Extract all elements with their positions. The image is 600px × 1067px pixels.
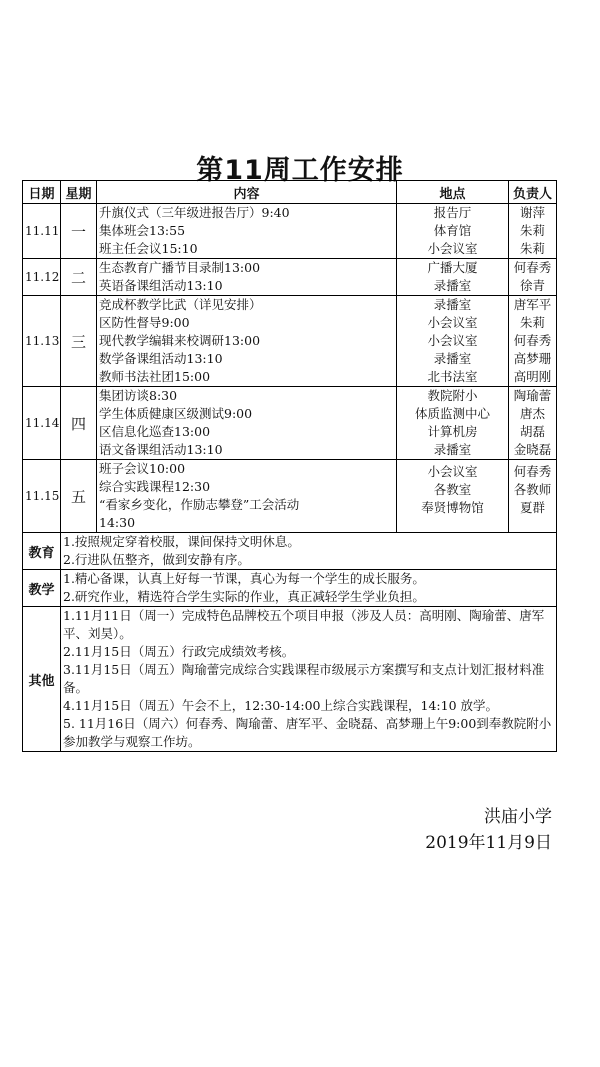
content-line: 现代教学编辑来校调研13:00 — [99, 333, 261, 348]
note-line: 3.11月15日（周五）陶瑜蕾完成综合实践课程市级展示方案撰写和支点计划汇报材料准备。 — [63, 662, 545, 695]
owner-line: 唐军平 — [513, 297, 552, 312]
place-line: 小会议室 — [427, 464, 478, 479]
place-line: 体质监测中心 — [414, 406, 490, 421]
row-owner — [509, 259, 557, 296]
row-date: 11.15 — [23, 460, 61, 533]
place-line: 体育馆 — [433, 223, 472, 238]
header-row — [23, 181, 557, 204]
section-row — [23, 607, 557, 752]
row-content — [97, 387, 397, 460]
section-notes — [61, 533, 557, 570]
row-content — [97, 460, 397, 533]
owner-line: 金晓磊 — [513, 442, 552, 457]
header-place: 地点 — [397, 181, 509, 204]
owner-line: 唐杰 — [519, 406, 545, 421]
note-line: 2.11月15日（周五）行政完成绩效考核。 — [63, 644, 295, 659]
place-line: 小会议室 — [427, 241, 478, 256]
section-category: 教学 — [23, 570, 61, 607]
owner-line: 朱莉 — [519, 223, 545, 238]
content-line: 教师书法社团15:00 — [99, 369, 211, 384]
owner-line: 夏群 — [519, 500, 545, 515]
content-line: 集团访谈8:30 — [99, 388, 178, 403]
owner-line: 何春秀 — [513, 260, 552, 275]
owner-line: 高明刚 — [513, 369, 552, 384]
row-place — [397, 296, 509, 387]
school-name: 洪庙小学 — [484, 807, 552, 827]
place-line: 小会议室 — [427, 315, 478, 330]
note-line: 5. 11月16日（周六）何春秀、陶瑜蕾、唐军平、金晓磊、高梦珊上午9:00到奉教院附小参加教学与观察工作坊。 — [63, 716, 552, 749]
content-line: 综合实践课程12:30 — [99, 479, 211, 494]
content-line: 学生体质健康区级测试9:00 — [99, 406, 253, 421]
place-line: 报告厅 — [433, 205, 472, 220]
row-date: 11.11 — [23, 204, 61, 259]
row-place — [397, 259, 509, 296]
row-place — [397, 204, 509, 259]
section-notes — [61, 570, 557, 607]
section-notes — [61, 607, 557, 752]
content-line: 班主任会议15:10 — [99, 241, 198, 256]
table-row — [23, 296, 557, 387]
place-line: 广播大厦 — [427, 260, 478, 275]
row-date: 11.14 — [23, 387, 61, 460]
place-line: 北书法室 — [427, 369, 478, 384]
row-content — [97, 259, 397, 296]
row-weekday: 三 — [61, 296, 97, 387]
place-line: 奉贤博物馆 — [421, 500, 484, 515]
content-line: 区防性督导9:00 — [99, 315, 190, 330]
row-date: 11.13 — [23, 296, 61, 387]
place-line: 录播室 — [433, 297, 472, 312]
table-row — [23, 259, 557, 296]
content-line: 数学备课组活动13:10 — [99, 351, 223, 366]
content-line: 生态教育广播节目录制13:00 — [99, 260, 261, 275]
note-line: 4.11月15日（周五）午会不上，12:30-14:00上综合实践课程，14:10 放学。 — [63, 698, 499, 713]
content-line: 竞成杯教学比武（详见安排） — [99, 297, 262, 312]
header-date: 日期 — [23, 181, 61, 204]
row-place — [397, 460, 509, 533]
section-category: 其他 — [23, 607, 61, 752]
schedule-table — [22, 180, 557, 752]
owner-line: 何春秀 — [513, 333, 552, 348]
content-line: 集体班会13:55 — [99, 223, 186, 238]
sign-date: 2019年11月9日 — [425, 833, 552, 853]
place-line: 录播室 — [433, 351, 472, 366]
row-date: 11.12 — [23, 259, 61, 296]
row-owner — [509, 387, 557, 460]
content-line: 14:30 — [99, 515, 136, 530]
header-owner: 负责人 — [509, 181, 557, 204]
place-line: 录播室 — [433, 278, 472, 293]
row-content — [97, 204, 397, 259]
owner-line: 胡磊 — [519, 424, 545, 439]
row-owner — [509, 460, 557, 533]
place-line: 计算机房 — [427, 424, 478, 439]
header-weekday: 星期 — [61, 181, 97, 204]
place-line: 小会议室 — [427, 333, 478, 348]
table-row — [23, 204, 557, 259]
owner-line: 谢萍 — [519, 205, 545, 220]
content-line: “看家乡变化，作励志攀登”工会活动 — [99, 497, 300, 512]
table-row — [23, 387, 557, 460]
owner-line: 陶瑜蕾 — [513, 388, 552, 403]
section-category: 教育 — [23, 533, 61, 570]
content-line: 英语备课组活动13:10 — [99, 278, 223, 293]
page-title: 第11周工作安排 — [196, 155, 404, 186]
row-place — [397, 387, 509, 460]
row-weekday: 一 — [61, 204, 97, 259]
owner-line: 高梦珊 — [513, 351, 552, 366]
row-weekday: 二 — [61, 259, 97, 296]
note-line: 1.按照规定穿着校服，课间保持文明休息。 — [63, 534, 300, 549]
owner-line: 各教师 — [513, 482, 552, 497]
row-owner — [509, 204, 557, 259]
row-weekday: 四 — [61, 387, 97, 460]
content-line: 升旗仪式（三年级进报告厅）9:40 — [99, 205, 290, 220]
note-line: 1.11月11日（周一）完成特色品牌校五个项目申报（涉及人员：高明刚、陶瑜蕾、唐军平、刘昊）。 — [63, 608, 545, 641]
place-line: 教院附小 — [427, 388, 478, 403]
note-line: 2.行进队伍整齐，做到安静有序。 — [63, 552, 250, 567]
section-row — [23, 533, 557, 570]
place-line: 录播室 — [433, 442, 472, 457]
content-line: 区信息化巡查13:00 — [99, 424, 211, 439]
owner-line: 徐青 — [519, 278, 545, 293]
table-row — [23, 460, 557, 533]
place-line: 各教室 — [433, 482, 472, 497]
content-line: 语文备课组活动13:10 — [99, 442, 223, 457]
section-row — [23, 570, 557, 607]
owner-line: 朱莉 — [519, 241, 545, 256]
note-line: 2.研究作业，精选符合学生实际的作业，真正减轻学生学业负担。 — [63, 589, 425, 604]
owner-line: 何春秀 — [513, 464, 552, 479]
content-line: 班子会议10:00 — [99, 461, 186, 476]
row-weekday: 五 — [61, 460, 97, 533]
row-content — [97, 296, 397, 387]
row-owner — [509, 296, 557, 387]
note-line: 1.精心备课，认真上好每一节课，真心为每一个学生的成长服务。 — [63, 571, 425, 586]
header-content: 内容 — [97, 181, 397, 204]
owner-line: 朱莉 — [519, 315, 545, 330]
